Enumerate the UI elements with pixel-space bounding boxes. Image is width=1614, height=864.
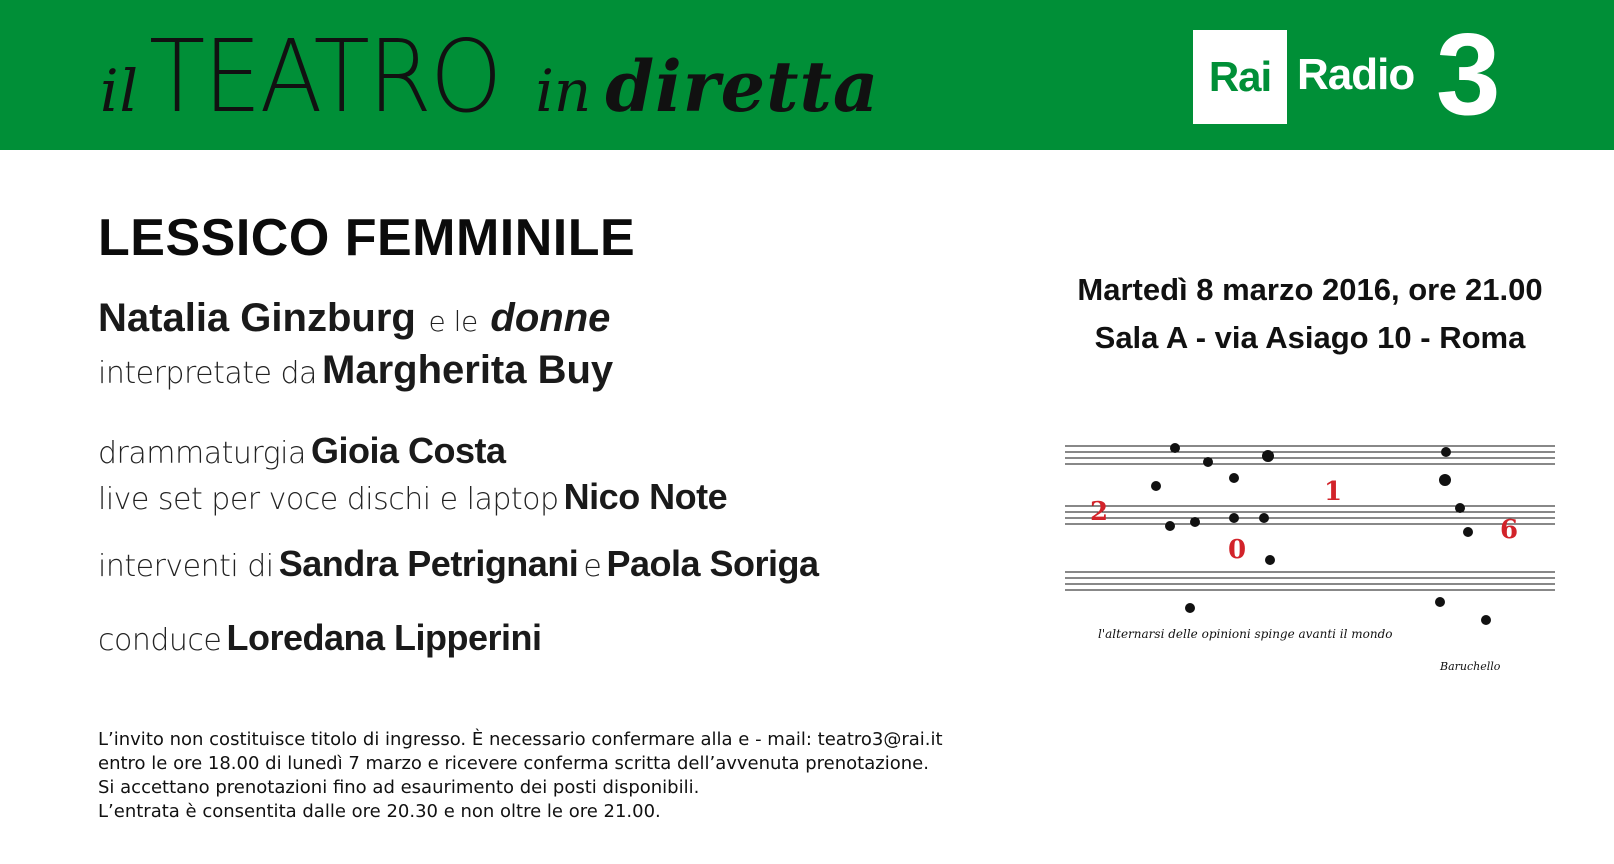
interventions-prefix: interventi di: [98, 549, 274, 584]
artwork-signature: Baruchello: [1440, 660, 1501, 673]
host-name: Loredana Lipperini: [226, 617, 542, 658]
line-author: [98, 295, 610, 341]
liveset-name: Nico Note: [563, 476, 728, 517]
title-teatro: TEATRO: [149, 18, 501, 135]
performer-name: Margherita Buy: [322, 348, 614, 392]
interventions-name-1: Sandra Petrignani: [278, 543, 579, 584]
author-emphasis: donne: [490, 296, 611, 340]
liveset-prefix: live set per voce dischi e laptop: [98, 482, 559, 517]
title-diretta: diretta: [605, 45, 880, 128]
dramaturgy-prefix: drammaturgia: [98, 436, 306, 471]
event-datetime: Martedì 8 marzo 2016, ore 21.00: [1077, 272, 1543, 307]
note-line-3: Si accettano prenotazioni fino ad esaurimento dei posti disponibili.: [98, 777, 700, 798]
show-title: LESSICO FEMMINILE: [98, 209, 636, 267]
radio-label: Radio: [1297, 50, 1415, 99]
header-banner: [0, 0, 1614, 150]
staff-lines: [1065, 446, 1555, 590]
music-staff-artwork: [1060, 440, 1560, 700]
title-il: il: [100, 57, 140, 125]
performer-prefix: interpretate da: [98, 356, 317, 391]
teatro-in-diretta-logo: [100, 18, 879, 138]
note-line-4: L’entrata è consentita dalle ore 20.30 e non oltre le ore 21.00.: [98, 801, 661, 822]
note-figures: [1151, 443, 1491, 625]
number-0: 0: [1228, 535, 1247, 565]
author-name: Natalia Ginzburg: [98, 296, 416, 340]
note-line-2: entro le ore 18.00 di lunedì 7 marzo e ricevere conferma scritta dell’avvenuta prenotazione.: [98, 753, 929, 774]
rai-logo-box: Rai: [1193, 30, 1287, 124]
line-performer: [98, 348, 613, 393]
host-prefix: conduce: [98, 623, 222, 658]
invitation-notes: [98, 728, 943, 824]
line-host: [98, 617, 542, 659]
note-line-1: L’invito non costituisce titolo di ingresso. È necessario confermare alla e - mail: teatro3@rai.it: [98, 729, 943, 750]
event-venue: Sala A - via Asiago 10 - Roma: [1094, 320, 1526, 355]
title-in: in: [535, 57, 592, 125]
number-2: 2: [1090, 497, 1109, 527]
interventions-name-2: Paola Soriga: [606, 543, 819, 584]
rai-radio3-logo: [1193, 9, 1513, 139]
dramaturgy-name: Gioia Costa: [311, 430, 506, 471]
artwork-caption: l'alternarsi delle opinioni spinge avanti il mondo: [1098, 627, 1393, 641]
number-6: 6: [1500, 515, 1519, 545]
line-interventions: [98, 543, 819, 585]
line-liveset: [98, 476, 727, 518]
number-1: 1: [1324, 477, 1343, 507]
interventions-connector: e: [583, 549, 602, 584]
radio-number: 3: [1436, 9, 1501, 139]
line-dramaturgy: [98, 430, 506, 472]
author-connector: e le: [428, 305, 478, 338]
